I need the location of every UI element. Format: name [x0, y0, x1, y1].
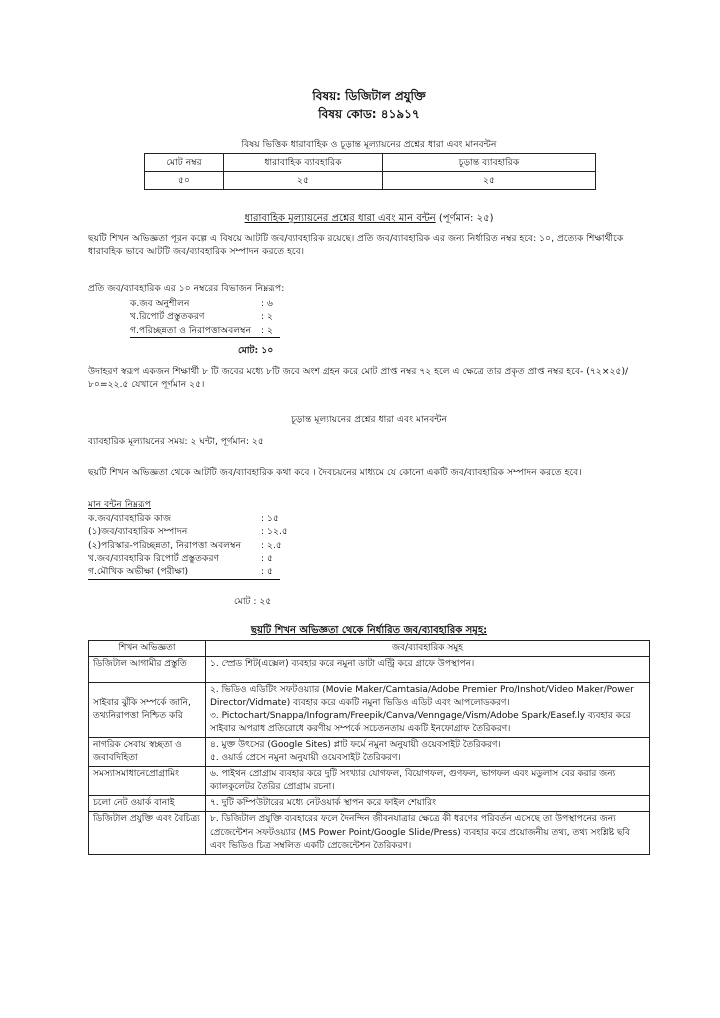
marks-item: (২)পরিস্কার-পরিচ্ছন্নতা, নিরাপত্তা অবলম্বন : ২.৫ [88, 539, 282, 551]
final-paragraph: ছয়টি শিখন অভিজ্ঞতা থেকে আটটি জব/ব্যাবহারিক কথা কবে । দৈবচয়নের মাধ্যমে যে কোনো একটি জব/ব্যাবহারিক সম্পাদন করতে হবে। [88, 467, 582, 478]
marks-heading: মান বন্টন নিম্নরূপ [88, 499, 152, 510]
jobs-table [88, 640, 650, 855]
summary-caption: বিষয় ভিত্তিক ধারাবাহিক ও চূড়ান্ত মূল্যায়নের প্রশ্নের ধারা এবং মানবন্টন [241, 139, 497, 150]
summary-table [144, 153, 596, 190]
job-item: ৪. মুক্ত উৎসের (Google Sites) প্লাট ফর্মে নমুনা অনুযায়ী ওয়েবসাইট তৈরিকরণ। [210, 740, 501, 751]
subject-code: বিষয় কোড: ৪১৯১৭ [318, 107, 420, 121]
table-row: চলো নেট ওয়ার্ক বানাই ৭. দুটি কম্পিউটারের মধ্যে নেটওয়ার্ক স্থাপন করে ফাইল শেয়ারিং [89, 796, 650, 812]
table-row: নাগরিক সেবায় স্বচ্ছতা ও জবাবদিহিতা ৪. মুক্ত উৎসের (Google Sites) প্লাট ফর্মে নমুনা অনুযায়ী ওয়েবসাইট তৈরিকরণ। ৫. ওয়ার্ড প্রেসে নমুনা অনুযায়ী ওয়েবসাইট তৈরিকরণ। [89, 738, 650, 767]
marks-total: মোট : ২৫ [234, 596, 272, 607]
example-paragraph: উদাহরণ স্বরূপ একজন শিক্ষার্থী ৮ টি জবের মধ্যে ৮টি জবে অংশ গ্রহন করে মোট প্রাপ্ত নম্বর ৭২ হলে এ ক্ষেত্রে তার প্রকৃত প্রাপ্ত নম্বর হবে- (৭২×২৫)/৮০=২২.৫ যেখানে পূর্ণমান ২৫। [88, 366, 629, 391]
continuous-heading-main: ধারাবাহিক মূল্যায়নের প্রশ্নের ধারা এবং মান বন্টন [244, 213, 436, 224]
marks-item: খ.জব/ব্যাবহারিক রিপোর্ট প্রস্তুতকরণ : ৫ [88, 553, 273, 565]
job-item: ২. ভিডিও এডিটিং সফটওয়্যার (Movie Maker/Camtasia/Adobe Premier Pro/Inshot/Video Maker/Power Director/Vidmate) ব্যবহার করে একটি নমুনা ভিডিও এডিট এবং আপলোডকরণ। [210, 685, 634, 709]
continuous-heading-fullmarks: (পূর্ণমান: ২৫) [435, 213, 494, 224]
jobs-header-experience: শিখন অভিজ্ঞতা [89, 641, 206, 657]
summary-value-total: ৫০ [145, 172, 224, 190]
summary-header-final: চূড়ান্ত ব্যাবহারিক [383, 154, 596, 172]
continuous-paragraph: ছয়টি শিখন অভিজ্ঞতা পূরন কল্পে এ বিষয়ে আটটি জব/ব্যাবহারিক রয়েছে। প্রতি জব/ব্যাবহারিক এর জন্য নির্ধারিত নম্বর হবে: ১০, প্রত্যেক শিক্ষার্থীকে ধারাবহিক ভাবে আটটি জব/ব্যাবহারিক সম্পাদন করতে হবে। [88, 233, 624, 258]
breakdown-item: ক.জব অনুশীলন : ৬ [130, 298, 273, 309]
table-row: ডিজিটাল প্রযুক্তি এবং বৈচিত্র্য ৮. ডিজিটাল প্রযুক্তি ব্যবহারের ফলে দৈনন্দিন জীবনযাত্রার ক্ষেত্রে কী ধরণের পরিবর্তন এসেছে তা উপস্থাপনের জন্য প্রেজেন্টেশন সফটওয়্যার (MS Power Point/Google Slide/Press) ব্যবহার করে প্রয়োজনীয় তথ্য, তথ্য সংশ্লিষ্ট ছবি এবং ভিডিও চিত্র সম্বলিত একটি প্রেজেন্টেশন তৈরিকরণ। [89, 812, 650, 854]
continuous-heading [88, 212, 650, 227]
breakdown-item: খ.রিপোর্ট প্রস্তুতকরণ : ২ [130, 311, 273, 323]
job-item: ৩. Pictochart/Snappa/Infogram/Freepik/Canva/Venngage/Vism/Adobe Spark/Easef.ly ব্যবহার করে সাইবার অপরাধ প্রতিরোধে করণীয় সম্পর্কে সচেতনতায় একটি ইনফোগ্রাফ তৈরিকরণ। [210, 711, 631, 735]
summary-header-total: মোট নম্বর [145, 154, 224, 172]
breakdown-list [130, 297, 280, 338]
marks-item: (১)জব/ব্যাবহারিক সম্পাদন : ১২.৫ [88, 526, 288, 538]
breakdown-item: গ.পরিচ্ছন্নতা ও নিরাপত্তাঅবলম্বন : ২ [130, 324, 280, 338]
jobs-header-jobs: জব/ব্যাবহারিক সমুহ [206, 641, 650, 657]
job-item: ৫. ওয়ার্ড প্রেসে নমুনা অনুযায়ী ওয়েবসাইট তৈরিকরণ। [210, 753, 401, 764]
breakdown-intro: প্রতি জব/ব্যাবহারিক এর ১০ নম্বরের বিভাজন নিম্নরূপ: [88, 283, 285, 294]
jobs-heading: ছয়টি শিখন অভিজ্ঞতা থেকে নির্ধারিত জব/ব্যাবহারিক সমূহ: [250, 625, 488, 636]
table-row: সাইবার ঝুঁকি সম্পর্কে জানি, তথ্যনিরাপত্তা নিশ্চিত করি ২. ভিডিও এডিটিং সফটওয়্যার (Movie Maker/Camtasia/Adobe Premier Pro/Inshot/Video Maker/Power Director/Vidmate) ব্যবহার করে একটি নমুনা ভিডিও এডিট এবং আপলোডকরণ। ৩. Pictochart/Snappa/Infogram/Freepik/Canva/Venngage/Vism/Adobe Spark/Easef.ly ব্যবহার করে সাইবার অপরাধ প্রতিরোধে করণীয় সম্পর্কে সচেতনতায় একটি ইনফোগ্রাফ তৈরিকরণ। [89, 683, 650, 738]
subject-title: বিষয়: ডিজিটাল প্রযুক্তি [312, 89, 426, 103]
final-heading: চূড়ান্ত মূল্যায়নের প্রশ্নের ধারা এবং মানবন্টন [290, 414, 448, 425]
summary-header-continuous: ধারাবাহিক ব্যাবহারিক [224, 154, 383, 172]
breakdown-total: মোট: ১০ [238, 345, 274, 356]
marks-item: ক.জব/ব্যাবহারিক কাজ : ১৫ [88, 513, 279, 524]
final-time: ব্যাবহারিক মূল্যায়নের সময়: ২ ঘন্টা, পূর্ণমান: ২৫ [88, 436, 264, 447]
summary-value-continuous: ২৫ [224, 172, 383, 190]
marks-list [88, 512, 288, 580]
table-row: সমস্যাসমাধানেপ্রোগ্রামিং ৬. পাইথন প্রোগ্রাম ব্যবহার করে দুটি সংখ্যার যোগফল, বিয়োগফল, গুণফল, ভাগফল এবং মডুলাস বের করার জন্য ক্যালকুলেটর তৈরির প্রোগ্রাম রচনা। [89, 767, 650, 796]
table-row: ডিজিটাল আগামীর প্রস্তুতি ১. স্প্রেড শিট(এক্সেল) ব্যবহার করে নমুনা ডাটা এন্ট্রি করে গ্রাফে উপস্থাপন। [89, 657, 650, 683]
summary-value-final: ২৫ [383, 172, 596, 190]
marks-item: গ.মৌখিক অভীক্ষা (পরীক্ষা) : ৫ [88, 565, 280, 579]
